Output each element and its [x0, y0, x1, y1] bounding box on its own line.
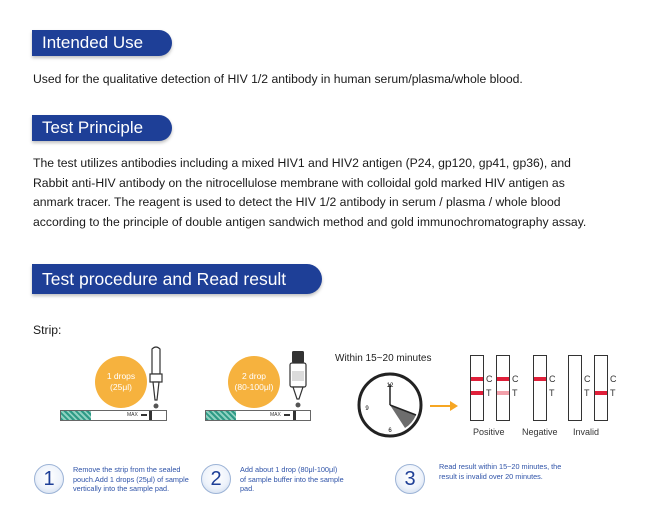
buffer-bottle-icon [287, 351, 309, 415]
strip-absorbent-pad [149, 411, 152, 420]
bubble-2-drop [228, 356, 280, 408]
clock-12: 12 [386, 383, 394, 389]
step-1-line: vertically into the sample pad. [73, 484, 170, 493]
cassette-positive-2 [496, 355, 510, 421]
intended-use-text: Used for the qualitative detection of HIV 1/2 antibody in human serum/plasma/whole blood. [33, 72, 523, 86]
timer-label: Within 15~20 minutes [335, 353, 432, 364]
step-1-line: pouch.Add 1 drops (25μl) of sample [73, 474, 189, 484]
step-2-line: Add about 1 drop (80μl-100μl) [240, 465, 338, 474]
control-line [534, 377, 546, 381]
intended-use-header [32, 30, 172, 56]
cassette-negative [533, 355, 547, 421]
strip-max-label: MAX [127, 412, 138, 418]
bubble-1-line: (25μl) [110, 382, 132, 392]
label-c: C [486, 374, 493, 384]
step-3-text [439, 462, 561, 481]
label-t: T [512, 388, 518, 398]
label-t: T [584, 388, 590, 398]
label-t: T [486, 388, 492, 398]
test-principle-header [32, 115, 172, 141]
test-strip-2 [205, 410, 311, 421]
step-1-text [73, 465, 189, 494]
principle-line: The test utilizes antibodies including a mixed HIV1 and HIV2 antigen (P24, gp120, gp41, gp36), and [33, 156, 571, 170]
test-line-faint [497, 391, 509, 395]
control-line [471, 377, 483, 381]
label-c: C [549, 374, 556, 384]
step-3-line: result is invalid over 20 minutes. [439, 471, 543, 481]
test-strip-1 [60, 410, 167, 421]
dropper-icon [145, 346, 167, 412]
bubble-1-line: 1 drops [106, 371, 136, 381]
result-positive-label: Positive [473, 427, 505, 437]
strip-label: Strip: [33, 323, 62, 337]
strip-sample-pad [206, 411, 236, 420]
strip-sample-pad [61, 411, 91, 420]
clock-icon [355, 370, 425, 440]
step-3-number: 3 [395, 464, 425, 494]
step-1-line: Remove the strip from the sealed [73, 465, 181, 474]
test-line [595, 391, 607, 395]
cassette-invalid-1 [568, 355, 582, 421]
strip-max-label: MAX [270, 412, 281, 418]
principle-line: Rabbit anti-HIV antibody on the nitrocellulose membrane with colloidal gold marked HIV antigen as [33, 175, 565, 190]
procedure-title: Test procedure and Read result [42, 269, 287, 289]
step-2-line: of sample buffer into the sample [240, 474, 344, 484]
intended-use-title: Intended Use [42, 33, 144, 52]
bubble-2-line: (80-100μl) [234, 382, 274, 392]
bubble-1-drops [95, 356, 147, 408]
test-line [471, 391, 483, 395]
principle-line: according to the principle of double antigen sandwich method and gold immunochromatography assay. [33, 214, 587, 229]
cassette-positive-1 [470, 355, 484, 421]
label-t: T [610, 388, 616, 398]
procedure-header [32, 264, 322, 294]
cassette-invalid-2 [594, 355, 608, 421]
step-3-line: Read result within 15~20 minutes, the [439, 462, 562, 471]
clock-9: 9 [365, 406, 369, 412]
principle-line: anmark tracer. The reagent is used to detect the HIV 1/2 antibody in serum / plasma / whole blood [33, 195, 561, 209]
arrow-right-icon [430, 400, 458, 412]
step-1-number: 1 [34, 464, 64, 494]
clock-6: 6 [388, 428, 392, 434]
step-2-number: 2 [201, 464, 231, 494]
control-line [497, 377, 509, 381]
label-c: C [610, 374, 617, 384]
bubble-2-line: 2 drop [241, 371, 267, 381]
test-principle-title: Test Principle [42, 118, 144, 137]
strip-arrow-mark [141, 414, 147, 416]
step-2-text [240, 465, 344, 494]
test-principle-text [33, 154, 586, 232]
label-t: T [549, 388, 555, 398]
step-2-line: pad. [240, 484, 255, 493]
result-invalid-label: Invalid [573, 427, 600, 437]
strip-arrow-mark [284, 414, 290, 416]
result-negative-label: Negative [522, 427, 558, 437]
strip-absorbent-pad [293, 411, 296, 420]
label-c: C [512, 374, 519, 384]
label-c: C [584, 374, 591, 384]
